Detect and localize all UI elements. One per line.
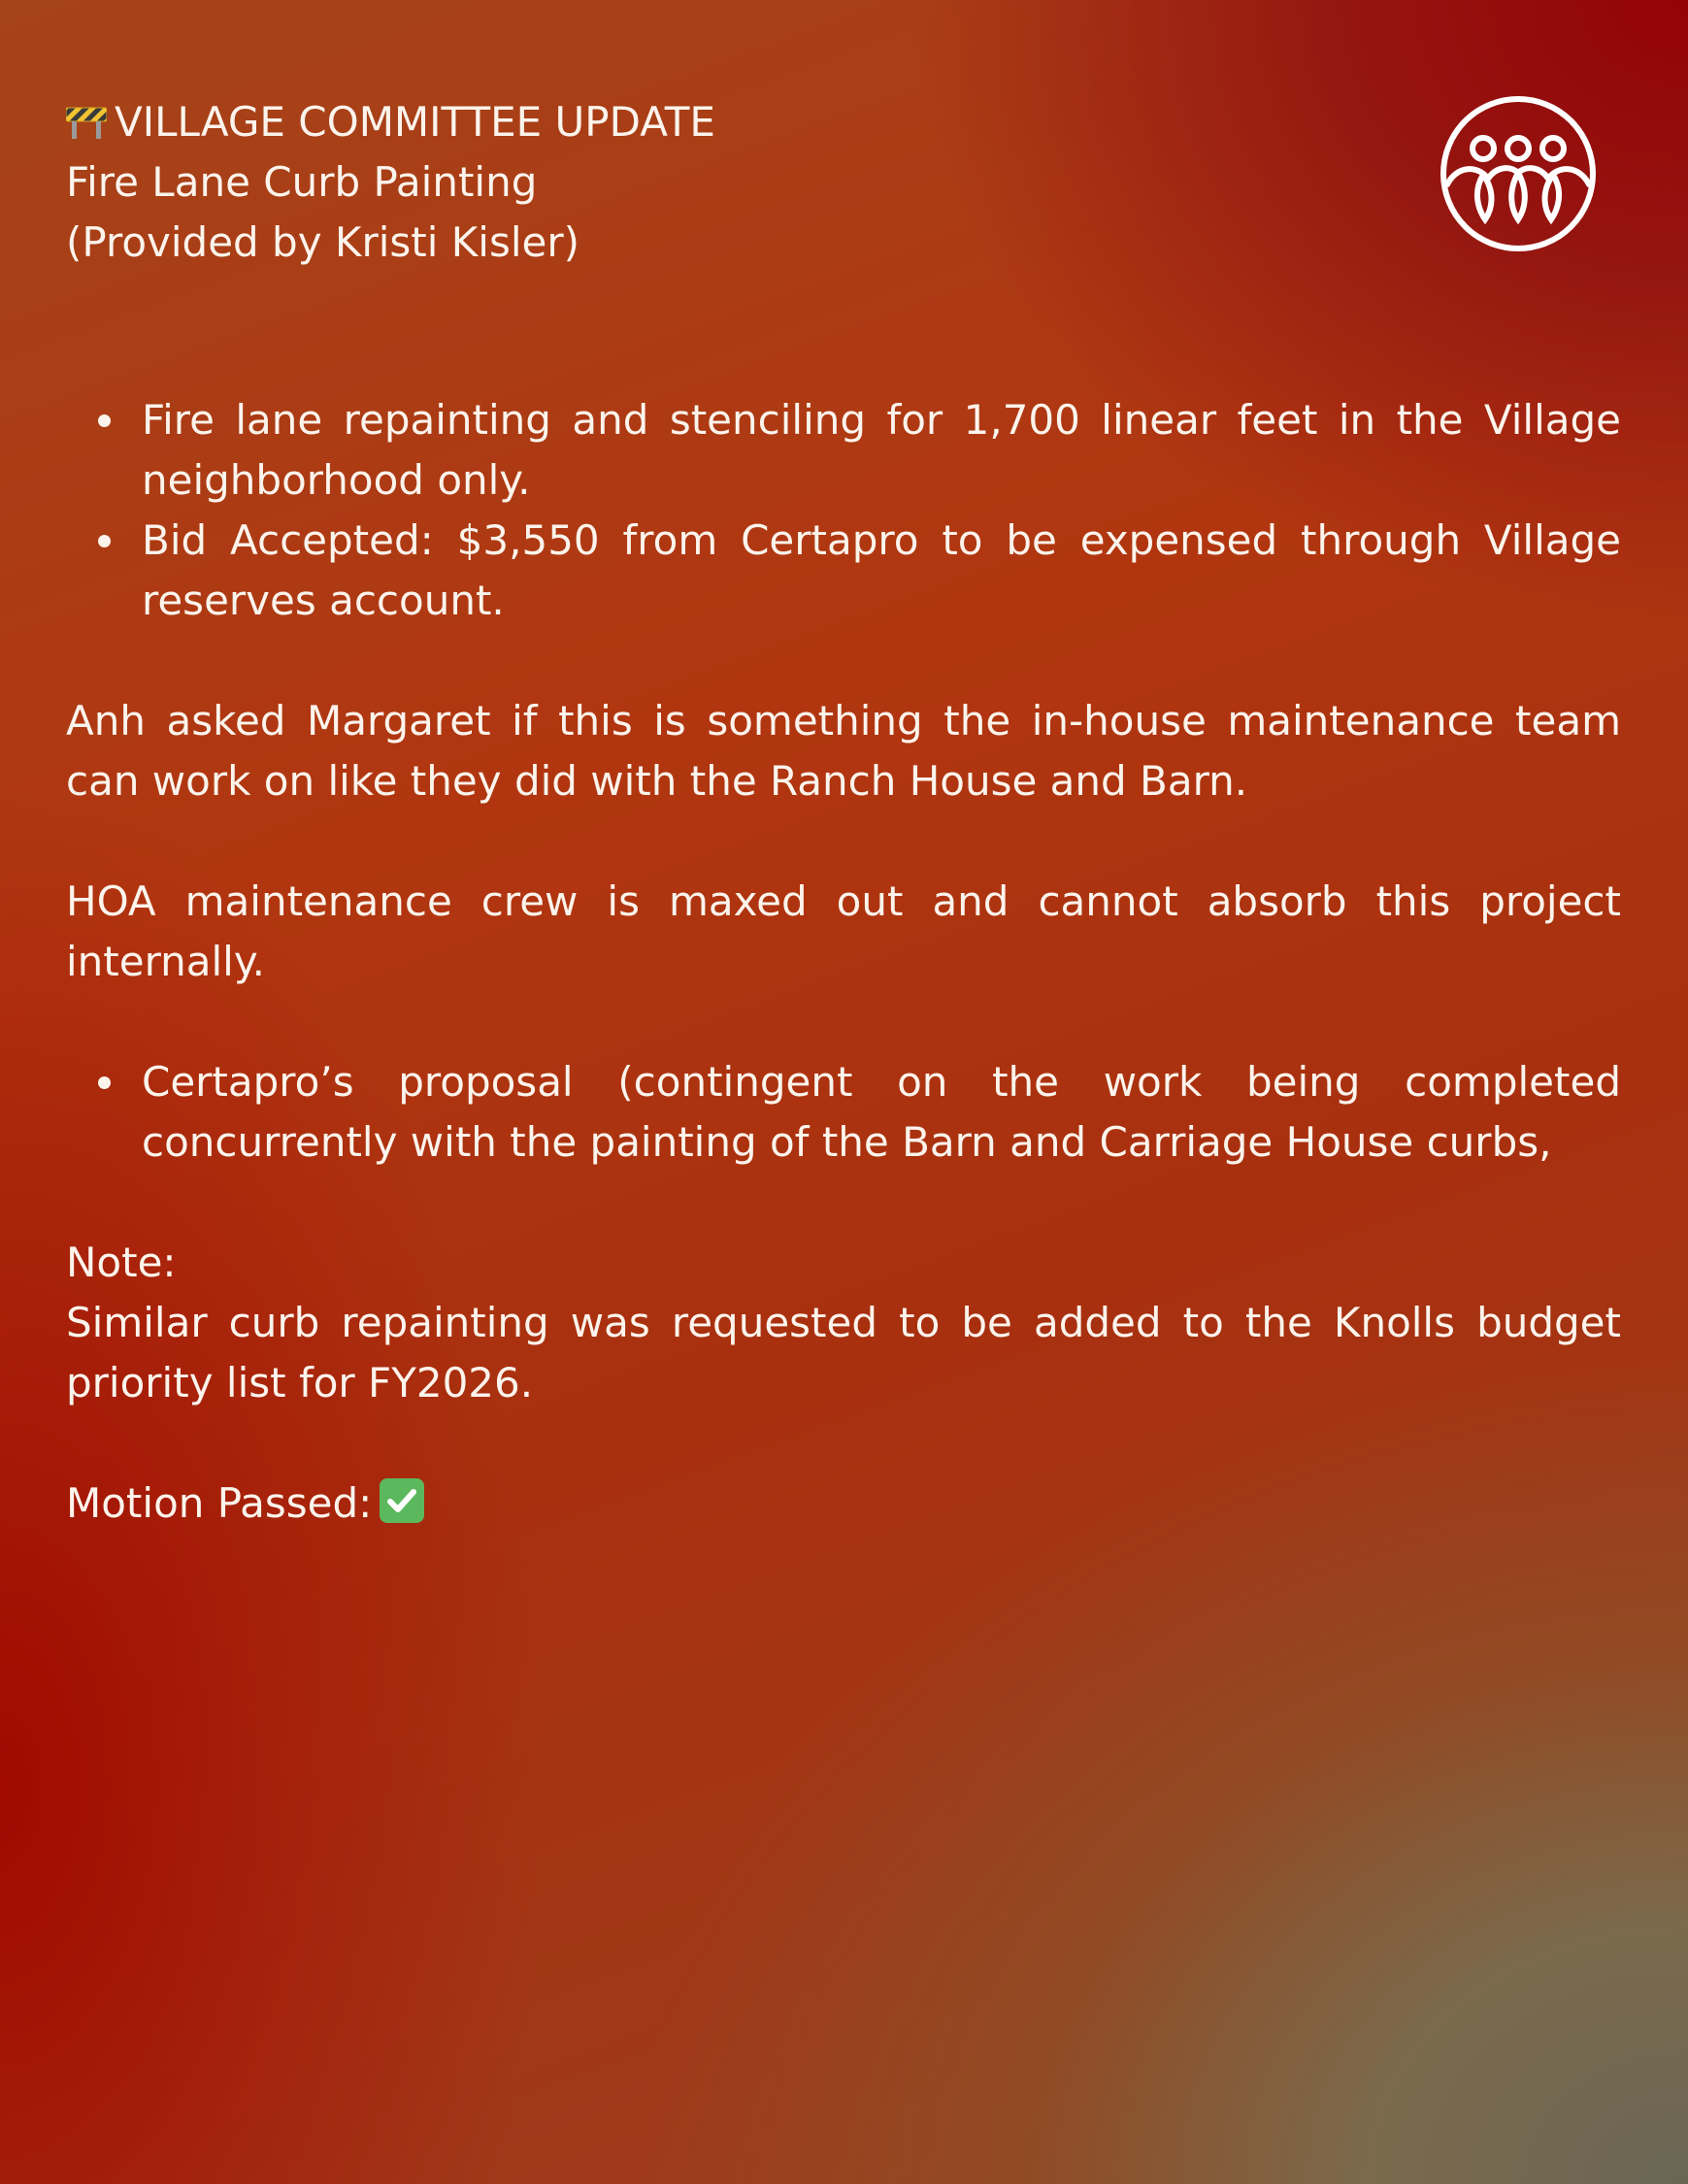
maintenance-paragraph: HOA maintenance crew is maxed out and cannot absorb this project internally. — [66, 877, 1621, 985]
bullet-list-bid — [66, 390, 1621, 631]
discussion-paragraph: Anh asked Margaret if this is something the in-house maintenance team can work on like they did with the Ranch House and Barn. — [66, 697, 1621, 805]
motion-line — [66, 1473, 1621, 1534]
list-item: Fire lane repainting and stenciling for 1,700 linear feet in the Village neighborhood only. — [142, 390, 1621, 511]
header — [66, 92, 1231, 273]
list-item: Bid Accepted: $3,550 from Certapro to be expensed through Village reserves account. — [142, 511, 1621, 631]
motion-label: Motion Passed: — [66, 1479, 373, 1527]
list-item: Certapro’s proposal (contingent on the work being completed concurrently with the painting of the Barn and Carriage House curbs, — [142, 1052, 1621, 1173]
construction-barrier-icon — [66, 95, 107, 130]
credit-line: (Provided by Kristi Kisler) — [66, 218, 580, 266]
bullet-list-proposal — [66, 1052, 1621, 1173]
meeting-notes — [66, 390, 1621, 1534]
page-title: VILLAGE COMMITTEE UPDATE — [115, 98, 715, 146]
note-text: Similar curb repainting was requested to be added to the Knolls budget priority list for FY2026. — [66, 1299, 1621, 1406]
community-group-icon — [1440, 95, 1597, 252]
note-label: Note: — [66, 1239, 177, 1286]
check-mark-icon — [380, 1478, 424, 1523]
page-subtitle: Fire Lane Curb Painting — [66, 158, 538, 206]
title-line — [66, 92, 1231, 152]
